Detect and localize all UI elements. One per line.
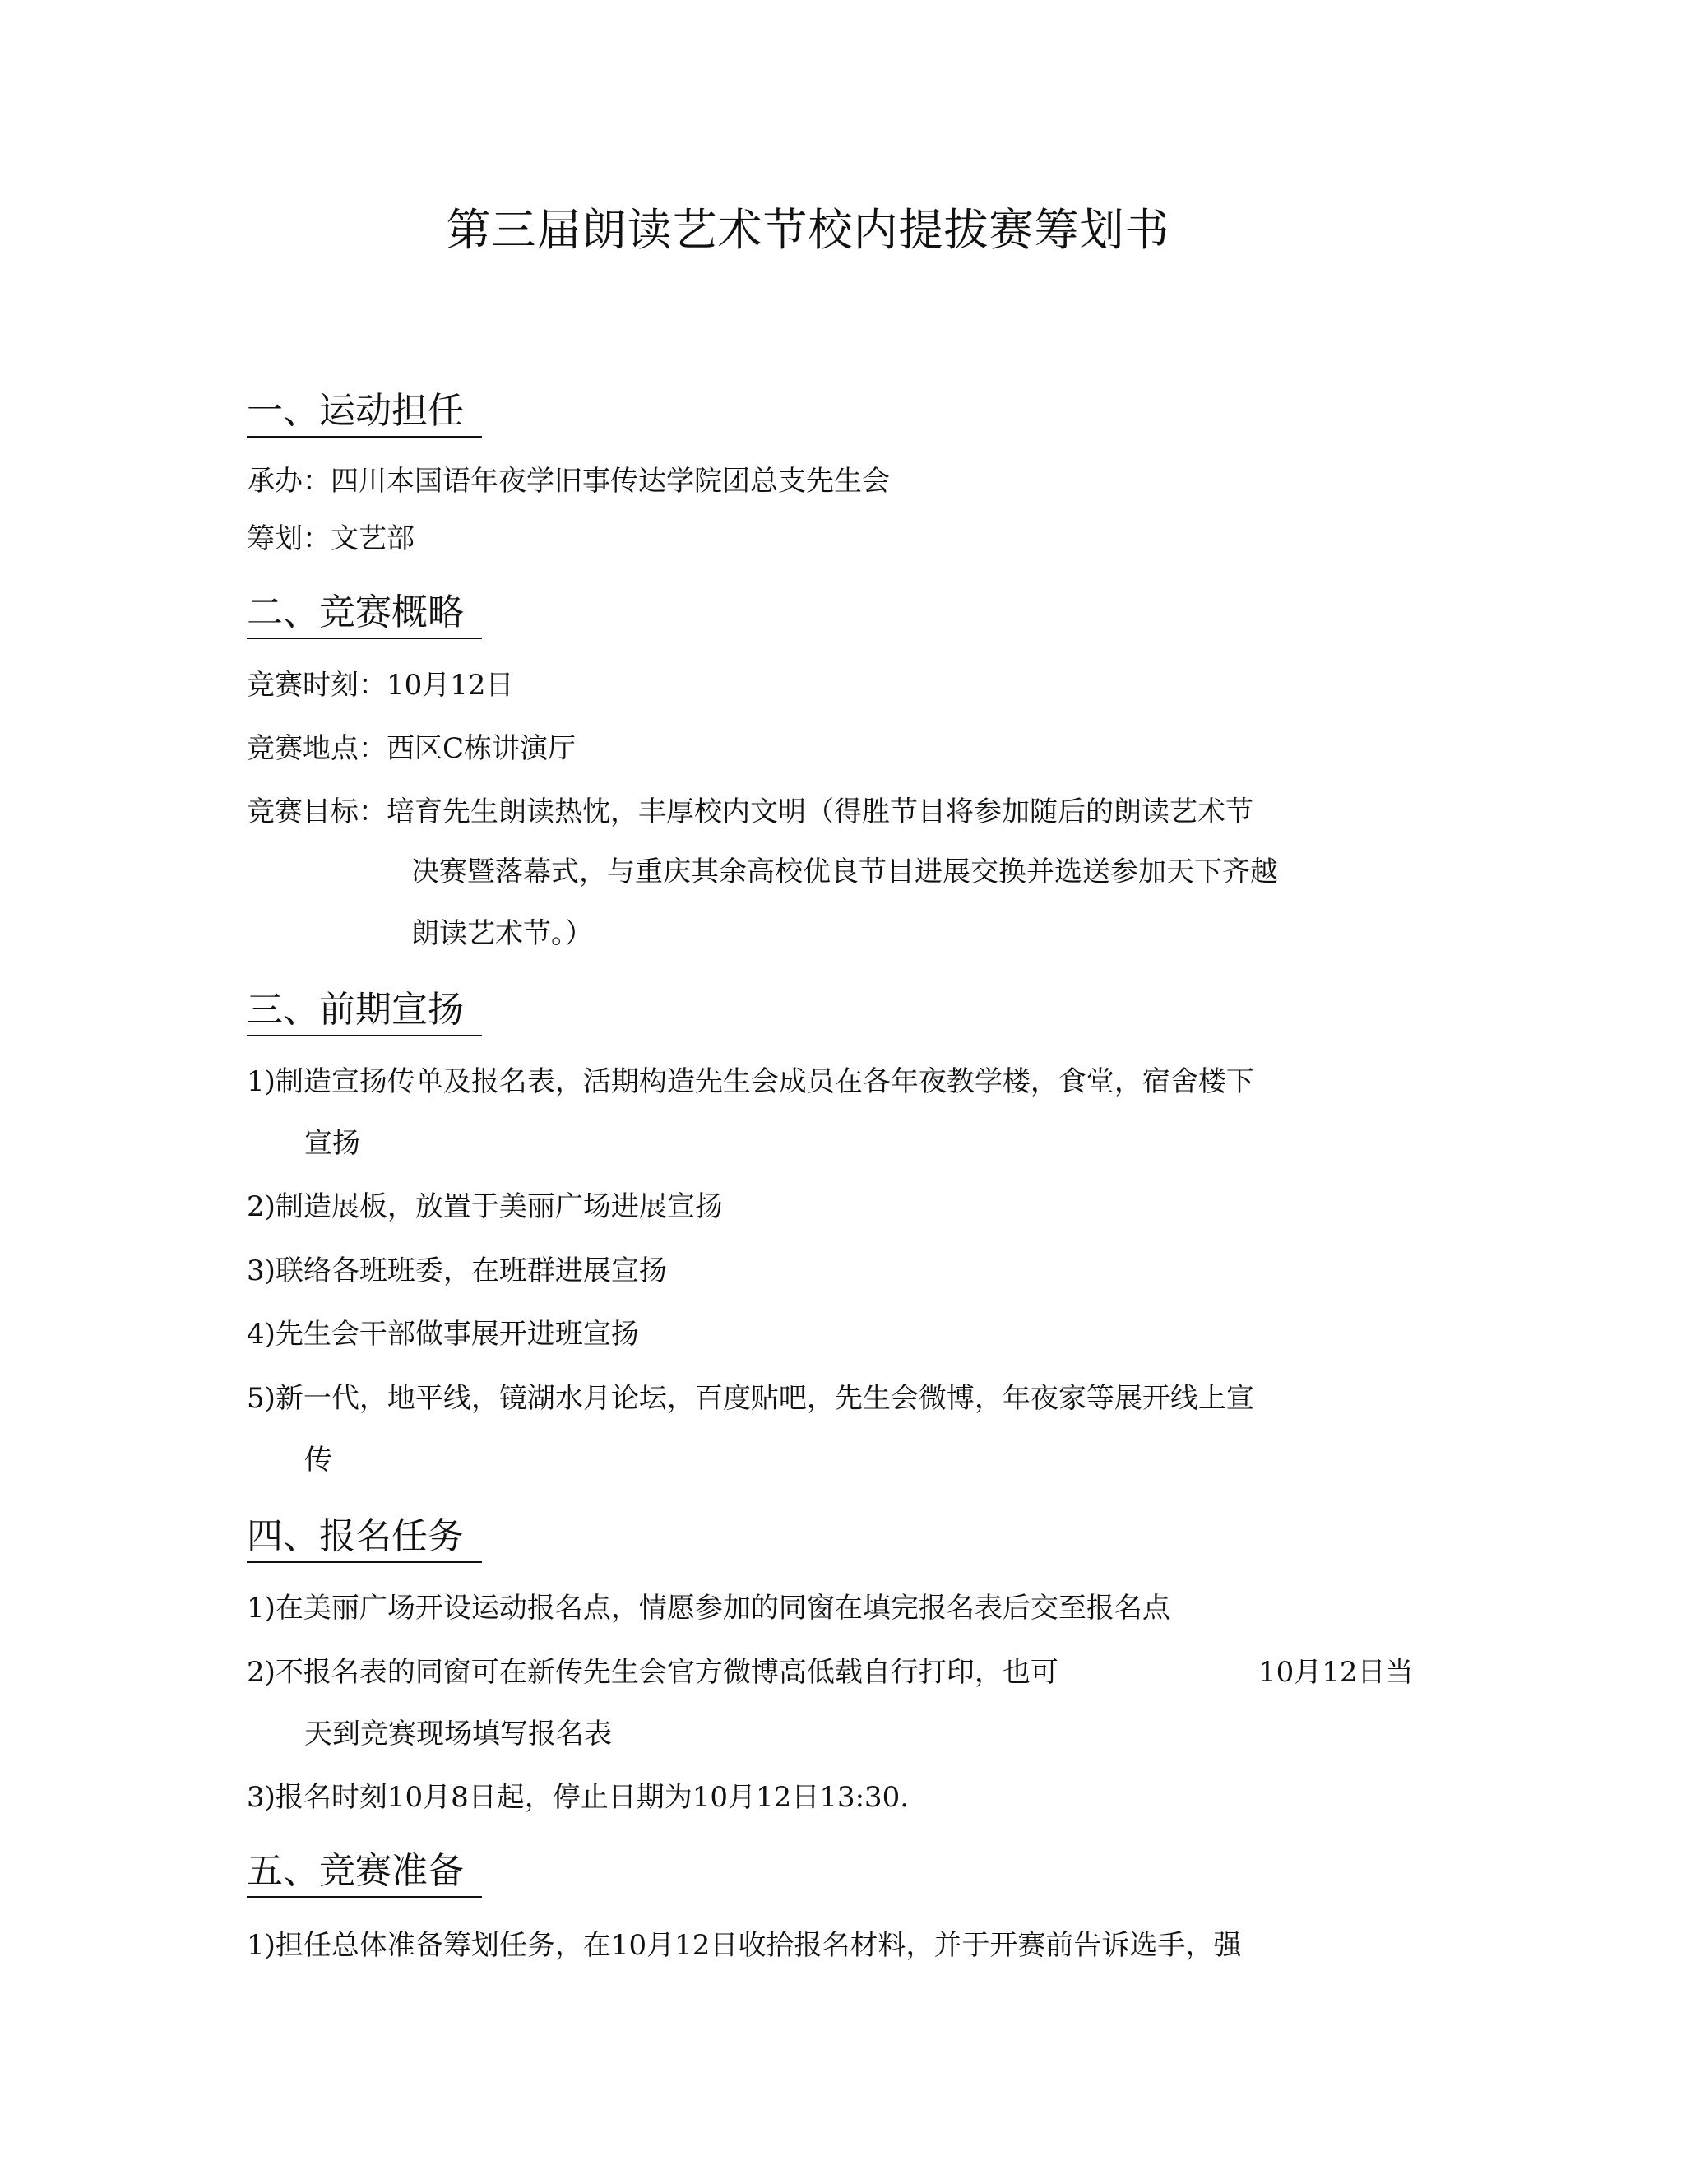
- section-heading-2: 二、竞赛概略: [247, 588, 482, 639]
- competition-goal-line-1: 竞赛目标：培育先生朗读热忱，丰厚校内文明（得胜节目将参加随后的朗读艺术节: [247, 795, 1253, 828]
- planner-line: 筹划：文艺部: [247, 522, 415, 555]
- promo-item-1-line-2: 宣扬: [304, 1127, 360, 1160]
- section-heading-4: 四、报名任务: [247, 1512, 482, 1563]
- signup-item-1: 1)在美丽广场开设运动报名点，情愿参加的同窗在填完报名表后交至报名点: [247, 1592, 1170, 1625]
- section-heading-1: 一、运动担任: [247, 387, 482, 438]
- signup-item-2-line-1a: 2)不报名表的同窗可在新传先生会官方微博高低载自行打印，也可: [247, 1656, 1058, 1689]
- promo-item-1-line-1: 1)制造宣扬传单及报名表，活期构造先生会成员在各年夜教学楼，食堂，宿舍楼下: [247, 1065, 1254, 1098]
- promo-item-4: 4)先生会干部做事展开进班宣扬: [247, 1318, 639, 1351]
- competition-goal-line-2: 决赛暨落幕式，与重庆其余高校优良节目进展交换并选送参加天下齐越: [411, 856, 1278, 888]
- organizer-line: 承办：四川本国语年夜学旧事传达学院团总支先生会: [247, 465, 890, 498]
- competition-time: 竞赛时刻：10月12日: [247, 669, 514, 702]
- signup-item-3: 3)报名时刻10月8日起，停止日期为10月12日13:30.: [247, 1781, 910, 1814]
- prep-item-1-line-1: 1)担任总体准备筹划任务，在10月12日收拾报名材料，并于开赛前告诉选手，强: [247, 1929, 1242, 1962]
- signup-item-2-line-1b: 10月12日当: [1258, 1656, 1414, 1689]
- section-heading-5: 五、竞赛准备: [247, 1847, 482, 1898]
- competition-goal-line-3: 朗读艺术节。）: [411, 917, 593, 950]
- promo-item-5-line-2: 传: [304, 1444, 332, 1477]
- document-title: 第三届朗读艺术节校内提拔赛筹划书: [446, 204, 1170, 256]
- promo-item-3: 3)联络各班班委，在班群进展宣扬: [247, 1254, 667, 1287]
- competition-place: 竞赛地点：西区C栋讲演厅: [247, 732, 577, 765]
- signup-item-2-line-2: 天到竞赛现场填写报名表: [304, 1718, 612, 1750]
- promo-item-2: 2)制造展板，放置于美丽广场进展宣扬: [247, 1190, 723, 1223]
- promo-item-5-line-1: 5)新一代，地平线，镜湖水月论坛，百度贴吧，先生会微博，年夜家等展开线上宣: [247, 1382, 1254, 1415]
- section-heading-3: 三、前期宣扬: [247, 985, 482, 1036]
